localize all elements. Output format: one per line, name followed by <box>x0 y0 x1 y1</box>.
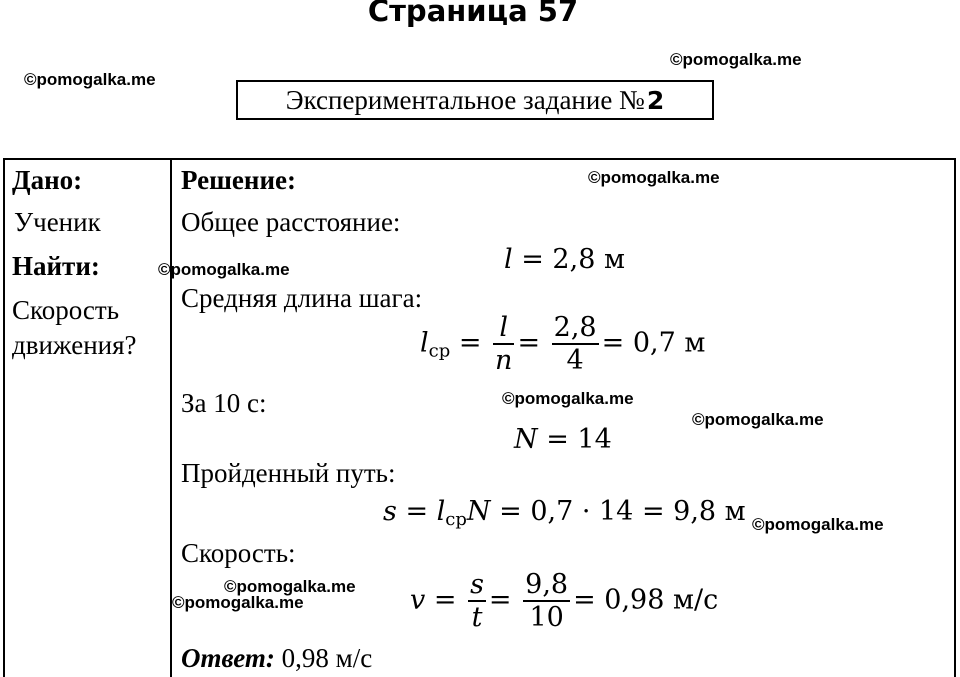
formula-result: = 0,98 м/с <box>573 584 719 616</box>
frac-num: 9,8 <box>523 569 570 602</box>
formula-var: l <box>420 327 429 359</box>
step3-label: За 10 с: <box>181 388 267 418</box>
frac-num: 2,8 <box>552 312 599 345</box>
fraction <box>523 569 570 633</box>
formula-eq: = <box>396 496 437 527</box>
step4-formula <box>383 498 746 529</box>
step5-label: Скорость: <box>181 538 296 568</box>
watermark: ©pomogalka.me <box>752 515 884 534</box>
frac-num: l <box>499 312 509 343</box>
answer-value: 0,98 м/с <box>274 643 373 673</box>
watermark: ©pomogalka.me <box>24 70 156 89</box>
watermark: ©pomogalka.me <box>670 50 802 69</box>
formula-result: = 0,7 м <box>601 327 706 359</box>
step2-label: Средняя длина шага: <box>181 283 423 313</box>
step4-label: Пройденный путь: <box>181 458 396 488</box>
frac-den: t <box>471 602 483 634</box>
task-title: Экспериментальное задание № <box>285 84 645 115</box>
step2-formula: $l_{ср}$ = $\frac{l}{n}$ = $\frac{2,8}{4}$ = 0,7 м <box>420 312 706 377</box>
page-title: Страница 57 <box>367 0 579 28</box>
formula-var: N <box>514 424 538 455</box>
step1-formula <box>504 246 625 273</box>
step1-label: Общее расстояние: <box>181 207 401 237</box>
watermark: ©pomogalka.me <box>588 168 720 187</box>
formula-s: s <box>383 496 397 527</box>
formula-rest: = 0,7 · 14 = 9,8 м <box>490 496 746 527</box>
task-number: 2 <box>646 85 665 115</box>
answer <box>181 645 372 672</box>
answer-label: Ответ: <box>181 643 275 673</box>
watermark: ©pomogalka.me <box>502 389 634 408</box>
given-label: Дано: <box>12 165 83 195</box>
formula-sub: ср <box>445 509 467 530</box>
watermark: ©pomogalka.me <box>224 577 356 596</box>
formula-l: l <box>436 496 446 527</box>
step3-formula <box>514 426 612 453</box>
find-label: Найти: <box>12 251 100 281</box>
frac-den: n <box>495 345 513 377</box>
watermark: ©pomogalka.me <box>158 260 290 279</box>
fraction <box>468 569 486 633</box>
formula-n: N <box>466 496 491 527</box>
given-value: Ученик <box>14 207 101 237</box>
formula-eq: = 14 <box>537 424 612 455</box>
watermark: ©pomogalka.me <box>692 410 824 429</box>
watermark: ©pomogalka.me <box>172 593 304 612</box>
frac-den: 10 <box>529 602 564 634</box>
fraction <box>552 312 599 376</box>
find-line-1: Скорость <box>12 295 120 325</box>
fraction <box>493 312 514 376</box>
step5-formula: v = $\frac{s}{t}$ = $\frac{9,8}{10}$ = 0,98 м/с <box>410 569 719 634</box>
frac-num: s <box>470 569 484 600</box>
formula-var: v <box>410 584 426 616</box>
find-line-2: движения? <box>12 330 137 360</box>
formula-sub: ср <box>428 340 451 362</box>
solution-label: Решение: <box>181 165 296 195</box>
formula-var: l <box>504 244 513 275</box>
formula-eq: = 2,8 м <box>512 244 625 275</box>
frac-den: 4 <box>566 345 584 377</box>
task-title-box <box>236 80 714 120</box>
